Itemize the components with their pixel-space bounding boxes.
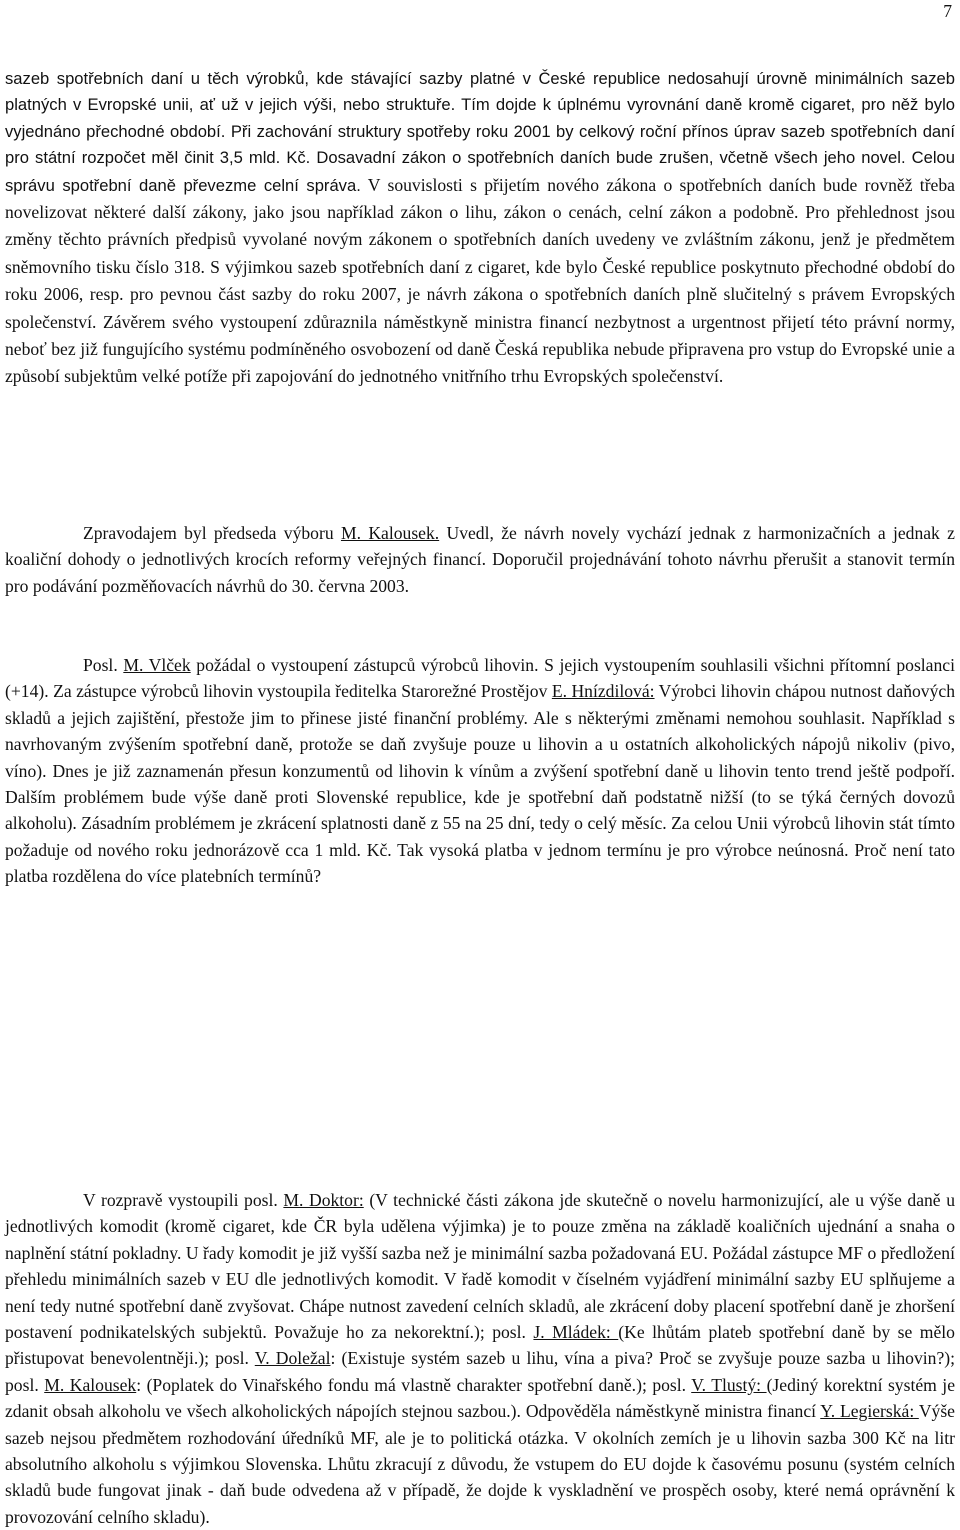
paragraph-text: Posl. bbox=[83, 655, 124, 675]
paragraph-rapporteur bbox=[5, 520, 955, 599]
speaker-name: Y. Legierská: bbox=[820, 1401, 919, 1422]
paragraph-text: V rozpravě vystoupili posl. bbox=[83, 1190, 284, 1210]
speaker-name: J. Mládek: bbox=[533, 1322, 619, 1343]
paragraph-text: Výše sazeb nejsou předmětem rozhodování úředníků MF, ale je to politická otázka. V okolních zemích je u lihovin sazba 300 Kč na litr absolutního alkoholu s výjimkou Slovenska. Lhůtu zkracují z důvodu, že vstupem do EU dojde k časovému posunu (systém celních skladů bude fungovat jinak - daň bude odvedena až v případě, že dojde k vyskladnění ve prospěch osoby, které nemá oprávnění k provozování celního skladu). bbox=[5, 1401, 955, 1527]
paragraph-text: (Jediný korektní systém je zdanit obsah alkoholu ve všech alkoholických nápojích stejnou sazbou.). Odpověděla náměstkyně ministra financí bbox=[5, 1374, 956, 1422]
paragraph-text: Zpravodajem byl předseda výboru bbox=[83, 523, 341, 543]
paragraph-text: sazeb spotřebních daní u těch výrobků, kde stávající sazby platné v České republice nedosahují úrovně minimálních sazeb platných v Evropské unii, ať už v jejich výši, nebo struktuře. Tím dojde k úplnému vyrovnání daně kromě cigaret, pro něž bylo vyjednáno přechodné období. Při zachování struktury spotřeby roku 2001 by celkový roční přínos úprav sazeb spotřebních daní pro státní rozpočet měl činit 3,5 mld. Kč. Dosavadní zákon o spotřebních daních bude zrušen, včetně všech jeho novel. Celou správu spotřební daně převezme celní správa. bbox=[5, 69, 955, 195]
paragraph-excise-tax-summary bbox=[5, 66, 955, 391]
speaker-name: M. Kalousek bbox=[44, 1374, 137, 1395]
paragraph-text: požádal o vystoupení zástupců výrobců lihovin. S jejich vystoupením souhlasili všichni přítomní poslanci (+14). Za zástupce výrobců lihovin vystoupila ředitelka Starorežné Prostějov bbox=[5, 655, 955, 702]
speaker-name: V. Doležal bbox=[254, 1348, 331, 1369]
paragraph-text: V souvislosti s přijetím nového zákona o spotřebních daních bude rovněž třeba novelizovat některé další zákony, jako jsou například zákon o lihu, zákon o cenách, celní zákon a podobně. Pro přehlednost jsou změny těchto právních předpisů vyvolané novým zákonem o spotřebních daních uvedeny ve zvláštním zákonu, jenž je předmětem sněmovního tisku číslo 318. S výjimkou sazeb spotřebních daní z cigaret, kde bylo České republice poskytnuto přechodné období do roku 2006, resp. pro pevnou část sazby do roku 2007, je návrh zákona o spotřebních daních plně slučitelný s právem Evropských společenství. Závěrem svého vystoupení zdůraznila náměstkyně ministra financí nezbytnost a urgentnost přijetí této právní normy, neboť bez již fungujícího systému podmíněného osvobození od daně Česká republika nebude připravena pro vstup do Evropské unie a způsobí subjektům velké potíže při zapojování do jednotného vnitřního trhu Evropských společenství. bbox=[5, 174, 955, 387]
page-number: 7 bbox=[943, 1, 952, 21]
paragraph-text: Uvedl, že návrh novely vychází jednak z harmonizačních a jednak z koaliční dohody o jednotlivých krocích reformy veřejných financí. Doporučil projednávání tohoto návrhu přerušit a stanovit termín pro podávání pozměňovacích návrhů do 30. června 2003. bbox=[5, 523, 955, 596]
paragraph-text: : (Existuje systém sazeb u lihu, vína a piva? Proč se zvyšuje pouze sazba u lihovin?); posl. bbox=[5, 1348, 955, 1395]
paragraph-text: : (Poplatek do Vinařského fondu má vlastně charakter spotřební daně.); posl. bbox=[136, 1374, 692, 1395]
paragraph-text: (Ke lhůtám plateb spotřební daně by se mělo přistupovat benevolentněji.); posl. bbox=[5, 1322, 955, 1369]
paragraph-debate bbox=[5, 1187, 955, 1530]
paragraph-text: (V technické části zákona jde skutečně o novelu harmonizující, ale u výše daně u jednotlivých komodit (kromě cigaret, kde ČR byla udělena výjimka) je to pouze změna na základě koaličních ujednání a snaha o naplnění státní pokladny. U řady komodit je již vyšší sazba než je minimální sazba požadovaná EU. Požádal zástupce MF o předložení přehledu minimálních sazeb v EU dle jednotlivých komodit. V řadě komodit v číselném vyjádření minimální sazby EU splňujeme a není tedy nutné spotřební daně zvyšovat. Chápe nutnost zavedení celních skladů, ale zkrácení doby placení spotřební daně je zhoršení postavení podnikatelských subjektů. Považuje ho za nekorektní.); posl. bbox=[5, 1190, 955, 1343]
speaker-name: M. Vlček bbox=[123, 655, 191, 675]
speaker-name: V. Tlustý: bbox=[691, 1374, 767, 1395]
paragraph-spirits-producers bbox=[5, 652, 955, 890]
speaker-name: M. Kalousek. bbox=[340, 523, 440, 543]
speaker-name: M. Doktor: bbox=[283, 1190, 364, 1210]
paragraph-text: Výrobci lihovin chápou nutnost daňových skladů a jejich zajištění, přestože jim to přinese jisté finanční problémy. Ale s některými změnami nemohou souhlasit. Například s navrhovaným zvýšením spotřební daně, protože se daň zvyšuje pouze u lihovin a u ostatních alkoholických nápojů nikoliv (pivo, víno). Dnes je již zaznamenán přesun konzumentů od lihovin k vínům a zvýšení spotřební daně u lihovin tento trend ještě podpoří. Dalším problémem bude výše daně proti Slovenské republice, kde je spotřební daň podstatně nižší (to se týká černých dovozů alkoholu). Zásadním problémem je zkrácení splatnosti daně z 55 na 25 dní, tedy o celý měsíc. Za celou Unii výrobců lihovin stát tímto požaduje od nového roku jednorázově cca 1 mld. Kč. Tak vysoká platba v jednom termínu je pro výrobce neúnosná. Proč není tato platba rozdělena do více platebních termínů? bbox=[5, 681, 955, 887]
speaker-name: E. Hnízdilová: bbox=[551, 681, 655, 702]
